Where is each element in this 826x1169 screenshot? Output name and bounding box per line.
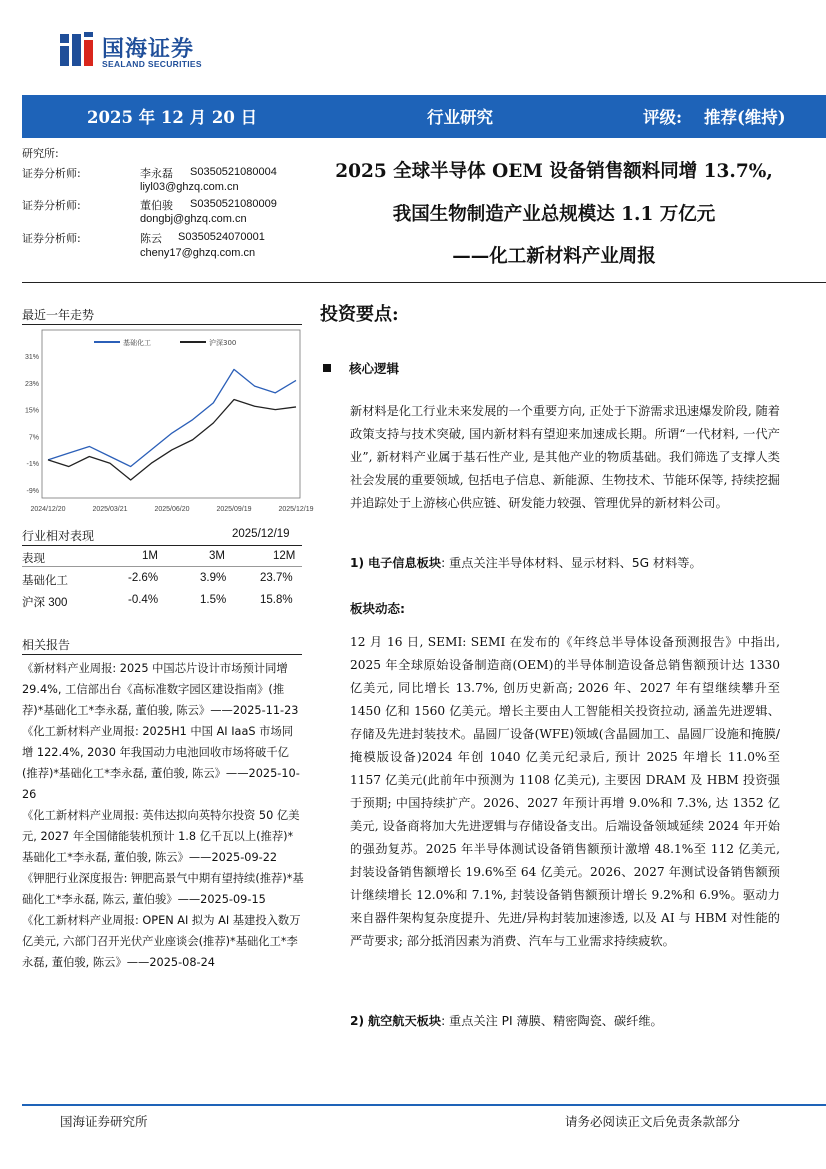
rating-value: 推荐(维持)	[704, 108, 786, 127]
legend-label-1: 沪深300	[209, 339, 237, 347]
logic-paragraph	[350, 400, 780, 515]
bullet-square-icon	[323, 364, 331, 372]
analyst-code: S0350521080009	[190, 198, 277, 210]
x-tick-label: 2024/12/20	[30, 506, 66, 513]
table-cell: 1.5%	[200, 594, 227, 606]
analyst-name: 陈云	[140, 232, 162, 245]
analyst-email[interactable]: dongbj@ghzq.com.cn	[140, 213, 247, 225]
trend-chart	[22, 328, 314, 518]
related-report-item[interactable]: 《钾肥行业深度报告: 钾肥高景气中期有望持续(推荐)*基础化工*李永磊, 陈云, 董伯骏》——2025-09-15	[22, 872, 304, 906]
section2-text: : 重点关注 PI 薄膜、精密陶瓷、碳纤维。	[441, 1014, 663, 1028]
divider	[22, 324, 302, 325]
dynamics-paragraph	[350, 631, 780, 953]
table-header-1m: 1M	[142, 550, 158, 562]
table-header-3m: 3M	[209, 550, 225, 562]
x-tick-label: 2025/09/19	[216, 506, 252, 513]
section1-number: 1)	[350, 556, 365, 570]
section2-title: 航空航天板块	[367, 1014, 442, 1028]
divider	[22, 282, 826, 283]
chart-frame	[42, 330, 300, 498]
table-cell: 23.7%	[260, 572, 293, 584]
series-line	[48, 369, 296, 466]
y-tick-label: 31%	[24, 354, 39, 361]
x-tick-label: 2025/12/19	[278, 506, 314, 513]
analyst-code: S0350521080004	[190, 166, 277, 178]
dynamics-text: 12 月 16 日, SEMI: SEMI 在发布的《年终总半导体设备预测报告》中指出, 2025 年全球原始设备制造商(OEM)的半导体制造设备总销售额预计达 1330 亿美元, 同比增长 13.7%, 创历史新高; 2026 年、2027 年有望继续攀升至 1450 亿和 1560 亿美元。增长主要由人工智能相关投资拉动, 涵盖先进逻辑、存储及先进封装技术。晶圆厂设备(WFE)领域(含晶圆加工、晶圆厂设施和掩膜/掩模版设备)2024 年创 1040 亿美元纪录后, 预计 2025 年增长 11.0%至 1157 亿美元(此前年中预测为 1108 亿美元), 主要因 DRAM 及 HBM 投资强于预期; 中国持续扩产。2026、2027 年预计再增 9.0%和 7.3%, 达 1352 亿美元, 设备商将加大先进逻辑与存储设备支出。后端设备领域延续 2024 年开始的强劲复苏。2025 年半导体测试设备销售额预计激增 48.1%至 112 亿美元, 封装设备销售额增长 19.6%至 64 亿美元。2026、2027 年测试设备销售额预计继续增长 12.0%和 7.1%, 封装设备销售额预计增长 9.2%和 6.9%。驱动力来自器件架构复杂度提升、先进/异构封装加速渗透, 以及 AI 与 HBM 对性能的严苛要求; 部分抵消因素为消费、汽车与工业需求持续疲软。	[350, 635, 780, 948]
logo-subtitle: SEALAND SECURITIES	[102, 59, 202, 69]
analyst-role: 证券分析师:	[22, 232, 81, 245]
section1-line	[350, 554, 702, 571]
report-category: 行业研究	[427, 108, 493, 127]
table-cell: 基础化工	[22, 575, 68, 587]
analyst-code: S0350524070001	[178, 231, 265, 243]
report-date: 2025 年 12 月 20 日	[87, 108, 258, 127]
y-tick-label: 7%	[28, 434, 39, 442]
table-cell: 15.8%	[260, 594, 293, 606]
divider	[22, 566, 302, 567]
analyst-role: 证券分析师:	[22, 167, 81, 180]
logo-mark-icon	[58, 30, 96, 70]
section1-text: : 重点关注半导体材料、显示材料、5G 材料等。	[441, 556, 702, 570]
table-cell: 3.9%	[200, 572, 227, 584]
logic-text: 新材料是化工行业未来发展的一个重要方向, 正处于下游需求迅速爆发阶段, 随着政策支持与技术突破, 国内新材料有望迎来加速成长期。所谓“一代材料, 一代产业”, 新材料产业属于基石性产业, 是其他产业的物质基础。我们筛选了支撑人类社会发展的重要领域, 包括电子信息、新能源、生物技术、节能环保等, 持续挖掘并追踪处于上游核心供应链、研发能力较强、管理优异的新材料公司。	[350, 404, 780, 510]
y-tick-label: -9%	[26, 488, 39, 495]
related-report-item[interactable]: 《化工新材料产业周报: 英伟达拟向英特尔投资 50 亿美元, 2027 年全国储能装机预计 1.8 亿千瓦以上(推荐)*基础化工*李永磊, 董伯骏, 陈云》——2025-09-22	[22, 809, 300, 864]
related-heading: 相关报告	[22, 638, 71, 652]
x-tick-label: 2025/06/20	[154, 506, 190, 513]
legend-label-0: 基础化工	[123, 339, 151, 347]
y-tick-label: -1%	[26, 461, 39, 469]
related-report-item[interactable]: 《化工新材料产业周报: 2025H1 中国 AI IaaS 市场同增 122.4%, 2030 年我国动力电池回收市场将破千亿(推荐)*基础化工*李永磊, 董伯骏, 陈云》——2025-10-26	[22, 725, 300, 801]
footer-left: 国海证券研究所	[60, 1114, 148, 1129]
section2-number: 2)	[350, 1014, 365, 1028]
table-header-name: 表现	[22, 553, 45, 565]
footer-divider	[22, 1104, 826, 1106]
performance-date: 2025/12/19	[232, 528, 290, 540]
x-tick-label: 2025/03/21	[92, 506, 128, 513]
y-tick-label: 23%	[24, 380, 39, 388]
section2-line	[350, 1012, 663, 1029]
related-report-item[interactable]: 《新材料产业周报: 2025 中国芯片设计市场预计同增 29.4%, 工信部出台《高标准数字园区建设指南》(推荐)*基础化工*李永磊, 董伯骏, 陈云》——2025-11-23	[22, 662, 299, 717]
dynamics-heading: 板块动态:	[350, 601, 405, 616]
section1-title: 电子信息板块	[367, 556, 442, 570]
table-cell: -0.4%	[128, 594, 159, 606]
report-title-line3: ——化工新材料产业周报	[452, 246, 656, 267]
report-title-line2: 我国生物制造产业总规模达 1.1 万亿元	[392, 204, 716, 225]
performance-heading: 行业相对表现	[22, 529, 95, 543]
series-line	[48, 400, 296, 480]
divider	[22, 654, 302, 655]
main-heading: 投资要点:	[320, 304, 399, 325]
table-header-12m: 12M	[273, 550, 296, 562]
footer-right: 请务必阅读正文后免责条款部分	[565, 1114, 741, 1129]
analyst-name: 李永磊	[140, 167, 173, 180]
analyst-email[interactable]: liyl03@ghzq.com.cn	[140, 181, 239, 193]
table-cell: -2.6%	[128, 572, 159, 584]
institute-label: 研究所:	[22, 147, 59, 160]
report-title-line1: 2025 全球半导体 OEM 设备销售额料同增 13.7%,	[335, 161, 773, 182]
related-reports-list	[22, 658, 304, 973]
related-report-item[interactable]: 《化工新材料产业周报: OPEN AI 拟为 AI 基建投入数万亿美元, 六部门召开光伏产业座谈会(推荐)*基础化工*李永磊, 董伯骏, 陈云》——2025-08-24	[22, 914, 301, 969]
analyst-name: 董伯骏	[140, 199, 173, 212]
chart-heading: 最近一年走势	[22, 308, 95, 322]
table-cell: 沪深 300	[22, 597, 68, 609]
logo-text: 国海证券	[102, 37, 195, 62]
rating-label: 评级:	[643, 108, 683, 127]
divider	[22, 545, 302, 546]
logic-heading: 核心逻辑	[349, 361, 400, 376]
analyst-role: 证券分析师:	[22, 199, 81, 212]
y-tick-label: 15%	[24, 407, 39, 415]
analyst-email[interactable]: cheny17@ghzq.com.cn	[140, 247, 256, 259]
